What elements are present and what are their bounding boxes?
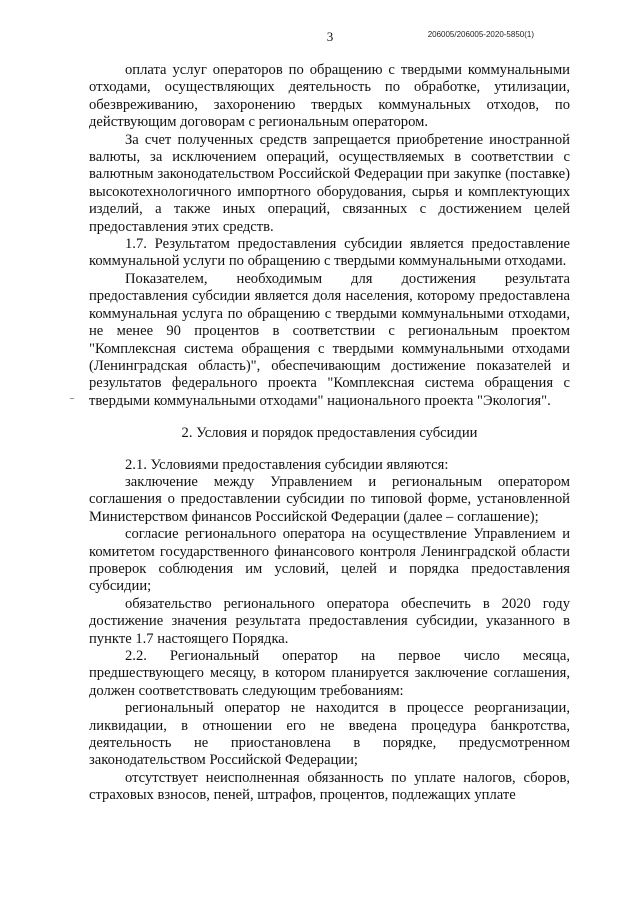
page-number: 3 <box>326 29 334 44</box>
paragraph: 1.7. Результатом предоставления субсидии является предоставление коммунальной услуги по обращению с твердыми коммунальными отходами. <box>89 236 570 270</box>
paragraph: региональный оператор не находится в процессе реорганизации, ликвидации, в отношении его не введена процедура банкротства, деятельность не приостановлена в порядке, предусмотренном законодательством Российской Федерации; <box>89 700 570 769</box>
paragraph: заключение между Управлением и региональным оператором соглашения о предоставлении субсидии по типовой форме, установленной Министерством финансов Российской Федерации (далее – соглашение); <box>89 473 570 525</box>
paragraph: обязательство регионального оператора обеспечить в 2020 году достижение значения результата предоставления субсидии, указанного в пункте 1.7 настоящего Порядка. <box>89 595 570 647</box>
paragraph: 2.2. Региональный оператор на первое число месяца, предшествующего месяцу, в котором планируется заключение соглашения, должен соответствовать следующим требованиям: <box>89 648 570 699</box>
paragraph: Показателем, необходимым для достижения результата предоставления субсидии является доля населения, которому предоставлена коммунальная услуга по обращению с твердыми коммунальными отходами, не менее 90 процентов в соответствии с региональным проектом "Комплексная система обращения с твердыми коммунальными отходами (Ленинградская область)", обеспечивающим достижение показателей и результатов федерального проекта "Комплексная система обращения с твердыми коммунальными отходами" национального проекта "Экология". <box>89 270 570 409</box>
paragraph: согласие регионального оператора на осуществление Управлением и комитетом государственного финансового контроля Ленинградской области проверок соблюдения им условий, целей и порядка предоставления субсидии; <box>89 526 570 595</box>
section-heading: 2. Условия и порядок предоставления субсидии <box>181 425 478 442</box>
document-body <box>89 62 570 805</box>
paragraph: отсутствует неисполненная обязанность по уплате налогов, сборов, страховых взносов, пеней, штрафов, процентов, подлежащих уплате <box>89 769 570 804</box>
paragraph: 2.1. Условиями предоставления субсидии являются: <box>125 456 449 473</box>
paragraph: За счет полученных средств запрещается приобретение иностранной валюты, за исключением операций, осуществляемых в соответствии с валютным законодательством Российской Федерации при закупке (поставке) высокотехнологичного импортного оборудования, сырья и комплектующих изделий, а также иных операций, связанных с достижением целей предоставления этих средств. <box>89 131 570 235</box>
margin-mark <box>70 398 74 399</box>
paragraph: оплата услуг операторов по обращению с твердыми коммунальными отходами, осуществляющих деятельность по обработке, утилизации, обезвреживанию, захоронению твердых коммунальных отходов, по действующим договорам с региональным оператором. <box>89 62 570 131</box>
document-id: 206005/206005-2020-5850(1) <box>427 30 534 39</box>
